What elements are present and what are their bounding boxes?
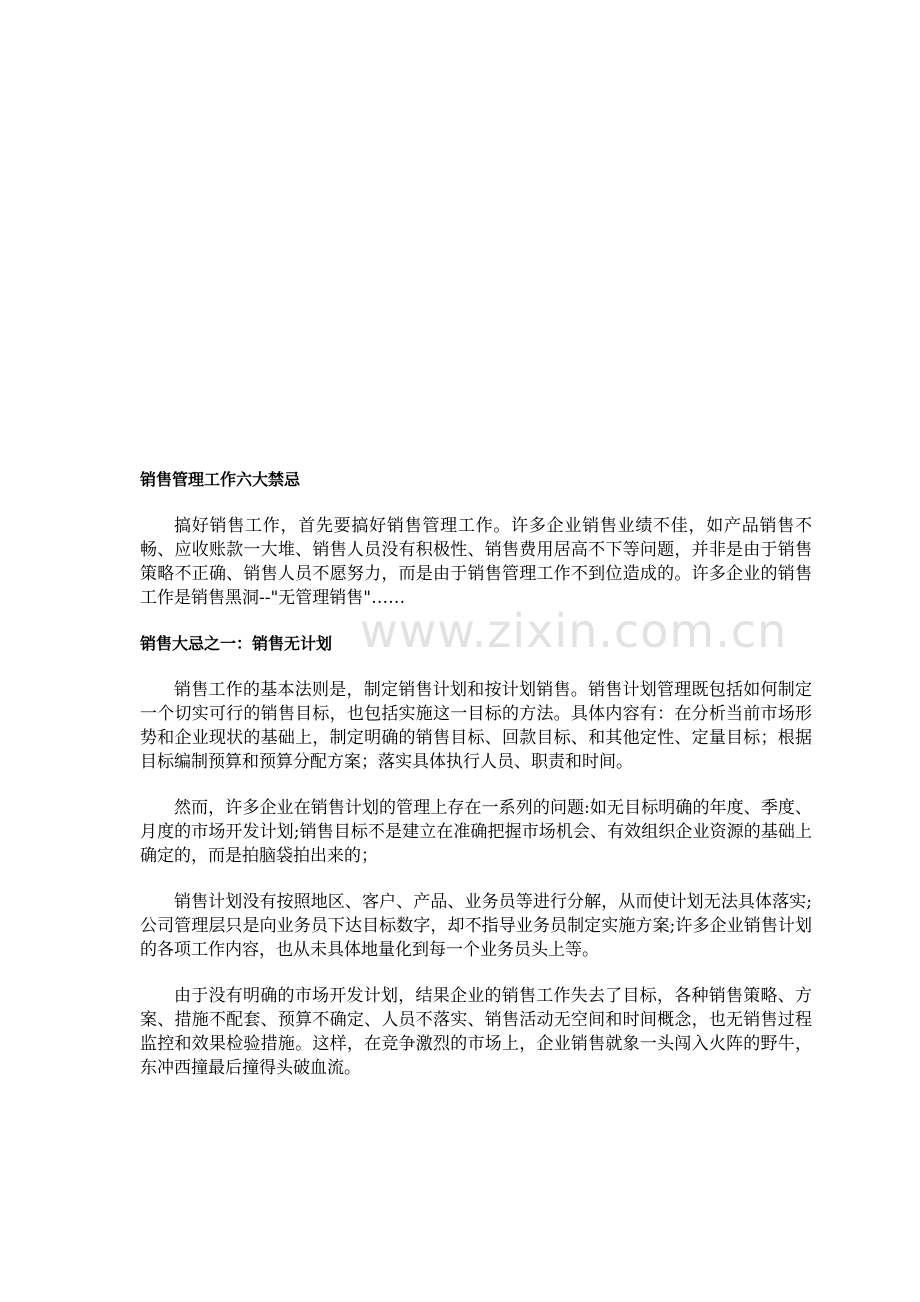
section-heading: 销售大忌之一：销售无计划	[140, 634, 333, 653]
body-paragraph: 销售工作的基本法则是，制定销售计划和按计划销售。销售计划管理既包括如何制定一个切实可行的销售目标，也包括实施这一目标的方法。具体内容有：在分析当前市场形势和企业现状的基础上，制定明确的销售目标、回款目标、和其他定性、定量目标；根据目标编制预算和预算分配方案；落实具体执行人员、职责和时间。	[140, 680, 812, 772]
body-paragraph: 由于没有明确的市场开发计划，结果企业的销售工作失去了目标，各种销售策略、方案、措施不配套、预算不确定、人员不落实、销售活动无空间和时间概念，也无销售过程监控和效果检验措施。这样，在竞争激烈的市场上，企业销售就象一头闯入火阵的野牛，东冲西撞最后撞得头破血流。	[140, 986, 812, 1078]
document-title: 销售管理工作六大禁忌	[140, 470, 301, 489]
document-body	[140, 468, 812, 1080]
body-paragraph: 销售计划没有按照地区、客户、产品、业务员等进行分解，从而使计划无法具体落实;公司管理层只是向业务员下达目标数字，却不指导业务员制定实施方案;许多企业销售计划的各项工作内容，也从未具体地量化到每一个业务员头上等。	[140, 892, 812, 960]
body-paragraph: 然而，许多企业在销售计划的管理上存在一系列的问题:如无目标明确的年度、季度、月度的市场开发计划;销售目标不是建立在准确把握市场机会、有效组织企业资源的基础上确定的，而是拍脑袋拍出来的；	[140, 798, 812, 866]
watermark: www.zixin.com.cn	[360, 604, 788, 658]
intro-paragraph: 搞好销售工作，首先要搞好销售管理工作。许多企业销售业绩不佳，如产品销售不畅、应收账款一大堆、销售人员没有积极性、销售费用居高不下等问题，并非是由于销售策略不正确、销售人员不愿努力，而是由于销售管理工作不到位造成的。许多企业的销售工作是销售黑洞--"无管理销售"……	[140, 516, 812, 608]
